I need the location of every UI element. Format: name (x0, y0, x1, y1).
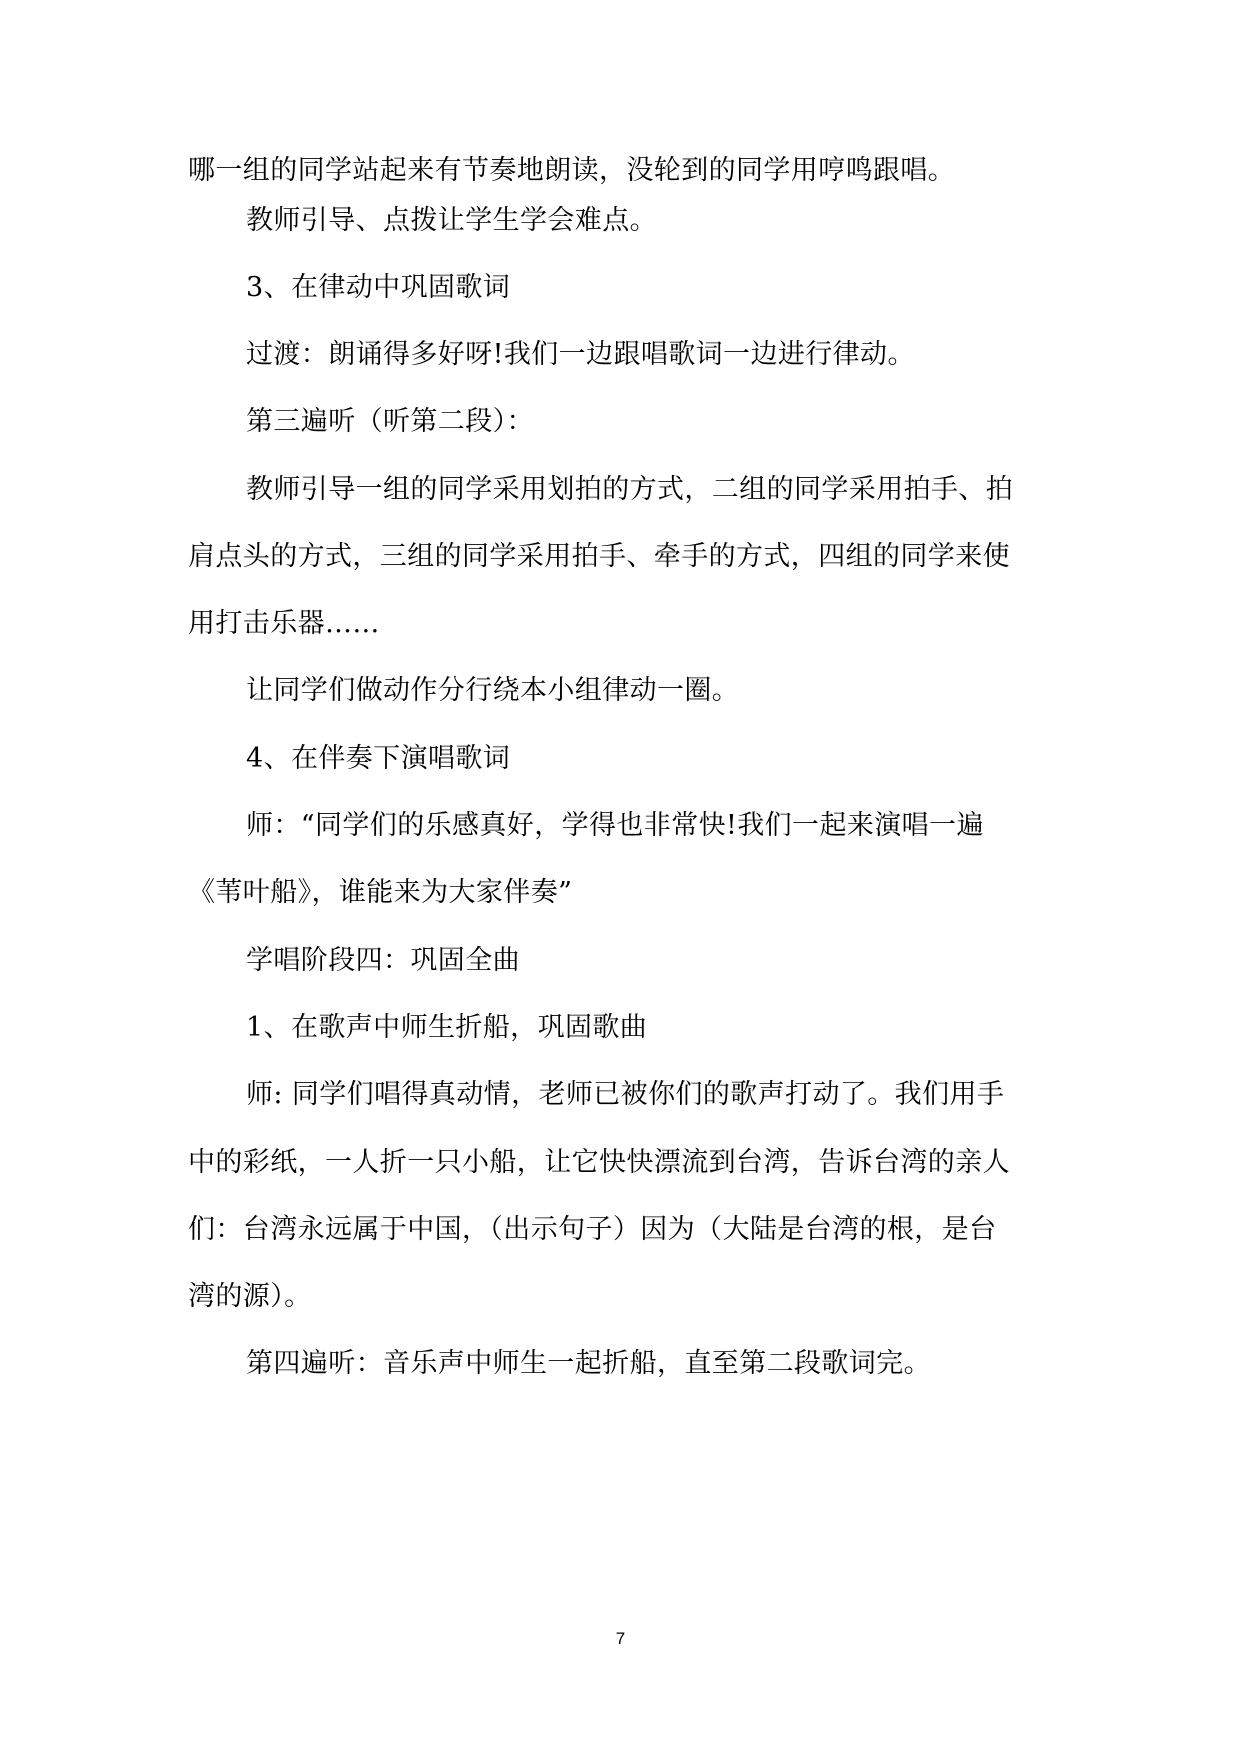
text-line: 过渡：朗诵得多好呀!我们一边跟唱歌词一边进行律动。 (246, 339, 915, 370)
text-line: 中的彩纸，一人折一只小船，让它快快漂流到台湾，告诉台湾的亲人 (188, 1147, 1010, 1178)
text-line: 让同学们做动作分行绕本小组律动一圈。 (246, 675, 740, 706)
text-line: 教师引导、点拨让学生学会难点。 (246, 205, 657, 236)
text-line: 《苇叶船》，谁能来为大家伴奏” (188, 877, 573, 908)
text-line: 们：台湾永远属于中国，（出示句子）因为（大陆是台湾的根，是台 (188, 1214, 997, 1245)
section-heading: 1、在歌声中师生折船，巩固歌曲 (246, 1012, 648, 1043)
text-line: 用打击乐器…… (188, 608, 380, 639)
section-heading: 3、在律动中巩固歌词 (246, 272, 511, 303)
page-number: 7 (615, 1629, 626, 1648)
text-line: 肩点头的方式，三组的同学采用拍手、牵手的方式，四组的同学来使 (188, 541, 1010, 572)
section-heading: 学唱阶段四：巩固全曲 (246, 945, 520, 976)
text-line: 师：“同学们的乐感真好，学得也非常快!我们一起来演唱一遍 (246, 810, 984, 841)
section-heading: 4、在伴奏下演唱歌词 (246, 743, 511, 774)
text-line: 第三遍听（听第二段）： (246, 406, 534, 437)
text-line: 教师引导一组的同学采用划拍的方式，二组的同学采用拍手、拍 (246, 474, 1014, 505)
text-line: 哪一组的同学站起来有节奏地朗读，没轮到的同学用哼鸣跟唱。 (188, 155, 956, 186)
text-line: 第四遍听：音乐声中师生一起折船，直至第二段歌词完。 (246, 1348, 931, 1379)
text-line: 师: 同学们唱得真动情，老师已被你们的歌声打动了。我们用手 (246, 1079, 1005, 1110)
text-line: 湾的源）。 (188, 1281, 312, 1312)
